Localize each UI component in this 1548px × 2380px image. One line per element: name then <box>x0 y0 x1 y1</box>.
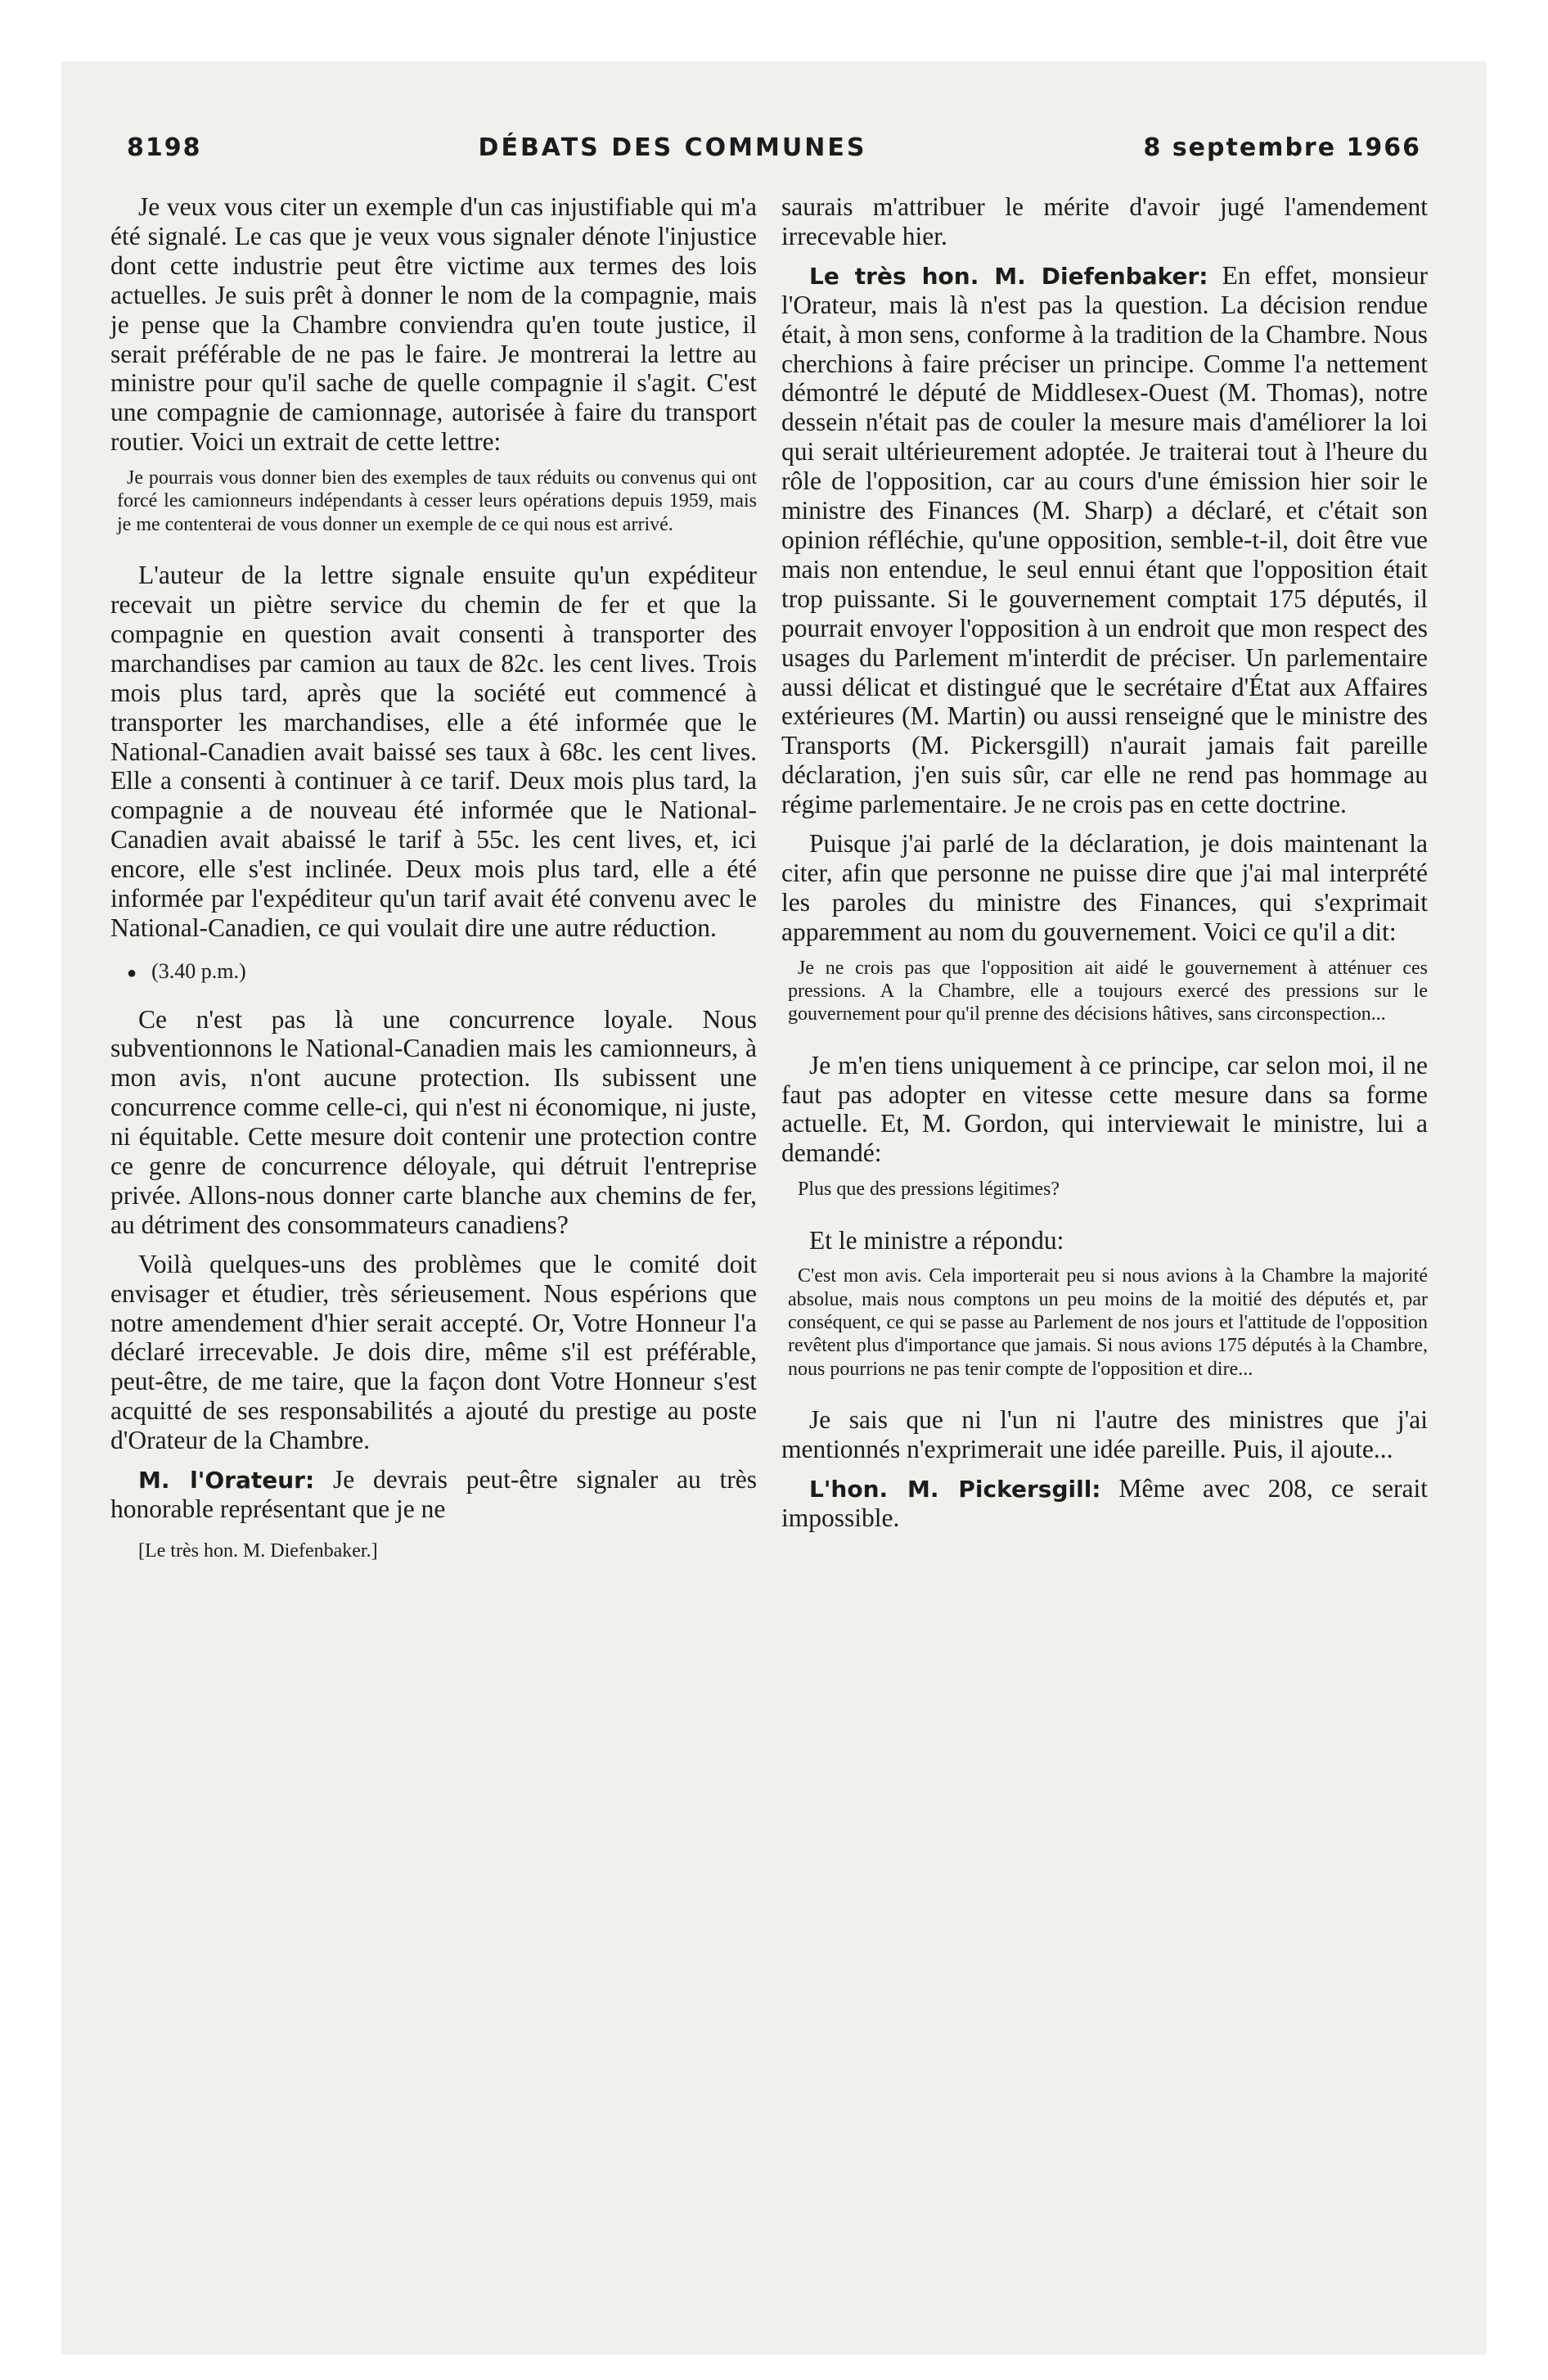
paragraph: Je veux vous citer un exemple d'un cas injustifiable qui m'a été signalé. Le cas que je veux vous signaler dénote l'injustice dont cette industrie peut être victime aux termes des lois actuelles. Je suis prêt à donner le nom de la compagnie, mais je pense que la Chambre conviendra qu'en toute justice, il serait préférable de ne pas le faire. Je montrerai la lettre au ministre pour qu'il sache de quelle compagnie il s'agit. C'est une compagnie de camionnage, autorisée à faire du transport routier. Voici un extrait de cette lettre: <box>110 192 757 457</box>
quoted-statement: Je ne crois pas que l'opposition ait aidé le gouvernement à atténuer ces pressions. A la Chambre, elle a toujours exercé des pressions sur le gouvernement pour qu'il prenne des décisions hâtives, sans circonspection... <box>788 957 1428 1025</box>
paragraph: L'auteur de la lettre signale ensuite qu'un expéditeur recevait un piètre service du chemin de fer et que la compagnie en question avait consenti à transporter des marchandises par camion au taux de 82c. les cent lives. Trois mois plus tard, après que la société eut commencé à transporter les marchandises, elle a été informée que le National-Canadien avait baissé ses taux à 68c. les cent lives. Elle a consenti à continuer à ce tarif. Deux mois plus tard, la compagnie a de nouveau été informée que le National-Canadien avait abaissé le tarif à 55c. les cent lives, et, ici encore, elle s'est inclinée. Deux mois plus tard, elle a été informée par l'expéditeur qu'un tarif avait été convenu avec le National-Canadien, ce qui voulait dire une autre réduction. <box>110 561 757 942</box>
quoted-question: Plus que des pressions légitimes? <box>798 1179 1060 1201</box>
left-column <box>110 192 757 1562</box>
paragraph: Je m'en tiens uniquement à ce principe, car selon moi, il ne faut pas adopter en vitesse cette mesure dans sa forme actuelle. Et, M. Gordon, qui interviewait le ministre, lui a demandé: <box>781 1050 1428 1168</box>
speech-text: Même avec 208, ce serait impossible. <box>781 1473 1429 1532</box>
page-number: 8198 <box>127 133 202 162</box>
quoted-answer: C'est mon avis. Cela importerait peu si nous avions à la Chambre la majorité absolue, mais nous comptons un peu moins de la moitié des députés et, par conséquent, ce qui se passe au Parlement de nos jours et l'attitude de l'opposition revêtent plus d'importance que jamais. Si nous avions 175 députés à la Chambre, nous pourrions ne pas tenir compte de l'opposition et dire... <box>788 1265 1428 1380</box>
paragraph: Puisque j'ai parlé de la déclaration, je dois maintenant la citer, afin que personne ne puisse dire que j'ai mal interprété les paroles du ministre des Finances, qui s'exprimait apparemment au nom du gouvernement. Voici ce qu'il a dit: <box>781 829 1428 946</box>
speaker-name: M. l'Orateur: <box>138 1467 315 1494</box>
bullet-icon: ● <box>127 963 137 982</box>
paragraph: saurais m'attribuer le mérite d'avoir jugé l'amendement irrecevable hier. <box>781 192 1428 250</box>
paragraph: Et le ministre a répondu: <box>809 1225 1064 1255</box>
speech-text: Je devrais peut-être signaler au très honorable représentant que je ne <box>110 1465 757 1523</box>
speech <box>781 1474 1428 1533</box>
page-title: DÉBATS DES COMMUNES <box>478 133 867 162</box>
paragraph: Voilà quelques-uns des problèmes que le comité doit envisager et étudier, très sérieusement. Nous espérions que notre amendement d'hier serait accepté. Or, Votre Honneur l'a déclaré irrecevable. Je dois dire, même s'il est préférable, peut-être, de me taire, que la façon dont Votre Honneur s'est acquitté de ses responsabilités a ajouté du prestige au poste d'Orateur de la Chambre. <box>110 1249 757 1455</box>
quoted-letter: Je pourrais vous donner bien des exemples de taux réduits ou convenus qui ont forcé les camionneurs indépendants à cesser leurs opérations depuis 1959, mais je me contenterai de vous donner un exemple de ce qui nous est arrivé. <box>117 467 757 535</box>
paragraph: Ce n'est pas là une concurrence loyale. Nous subventionnons le National-Canadien mais les camionneurs, à mon avis, n'ont aucune protection. Ils subissent une concurrence comme celle-ci, qui n'est ni économique, ni juste, ni équitable. Cette mesure doit contenir une protection contre ce genre de concurrence déloyale, qui détruit l'entreprise privée. Allons-nous donner carte blanche aux chemins de fer, au détriment des consommateurs canadiens? <box>110 1004 757 1239</box>
document-page <box>61 61 1487 2355</box>
speech <box>110 1465 757 1524</box>
speech-text: En effet, monsieur l'Orateur, mais là n'est pas la question. La décision rendue était, à mon sens, conforme à la tradition de la Chambre. Nous cherchions à faire préciser un principe. Comme l'a nettement démontré le député de Middlesex-Ouest (M. Thomas), notre dessein n'était pas de couler la mesure mais d'améliorer la loi qui serait ultérieurement adoptée. Je traiterai tout à l'heure du rôle de l'opposition, car au cours d'une émission hier soir le ministre des Finances (M. Sharp) a déclaré, et c'était son opinion réfléchie, qu'une opposition, semble-t-il, doit être vue mais non entendue, le seul ennui étant que l'opposition était trop puissante. Si le gouvernement comptait 175 députés, il pourrait envoyer l'opposition à un endroit que mon respect des usages du Parlement m'interdit de préciser. Un parlementaire aussi délicat et distingué que le secrétaire d'État aux Affaires extérieures (M. Martin) ou aussi renseigné que le ministre des Transports (M. Pickersgill) n'aurait jamais fait pareille déclaration, j'en suis sûr, car elle ne rend pas hommage au régime parlementaire. Je ne crois pas en cette doctrine. <box>781 260 1429 819</box>
speaker-name: L'hon. M. Pickersgill: <box>809 1475 1101 1503</box>
time-marker <box>127 959 757 984</box>
page-date: 8 septembre 1966 <box>1143 133 1421 162</box>
right-column <box>781 192 1428 1543</box>
time-stamp: (3.40 p.m.) <box>151 958 246 983</box>
page-header <box>127 133 1421 162</box>
speaker-footnote: [Le très hon. M. Diefenbaker.] <box>138 1539 378 1562</box>
paragraph: Je sais que ni l'un ni l'autre des ministres que j'ai mentionnés n'exprimerait une idée pareille. Puis, il ajoute... <box>781 1405 1428 1463</box>
speech <box>781 261 1428 819</box>
speaker-name: Le très hon. M. Diefenbaker: <box>809 262 1208 290</box>
